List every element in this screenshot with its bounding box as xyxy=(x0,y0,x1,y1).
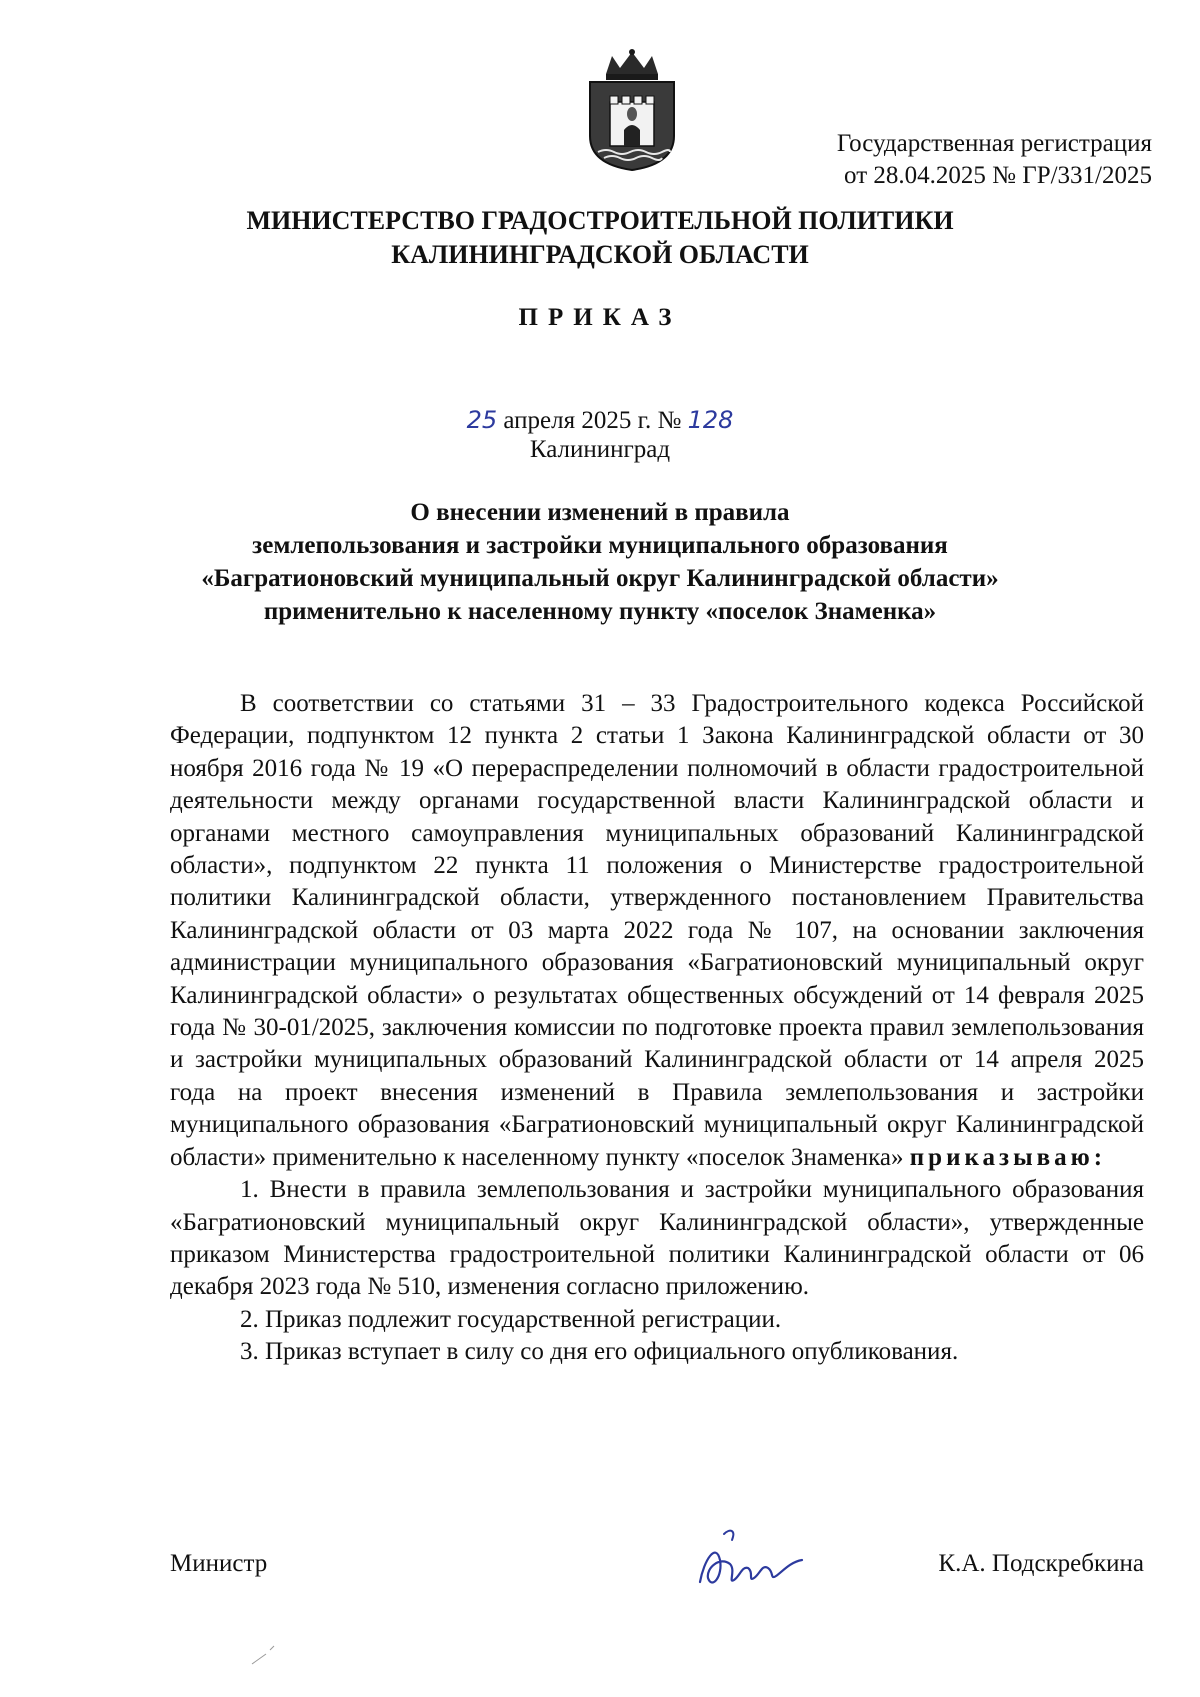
order-body xyxy=(170,688,1144,1369)
preamble-text: В соответствии со статьями 31 – 33 Градостроительного кодекса Российской Федерации, подпунктом 12 пункта 2 статьи 1 Закона Калининградской области от 30 ноября 2016 года № 19 «О перераспределении полномочий в области градостроительной деятельности между органами государственной власти Калининградской области и органами местного самоуправления муниципальных образований Калининградской области», подпунктом 22 пункта 11 положения о Министерстве градостроительной политики Калининградской области, утвержденного постановлением Правительства Калининградской области от 03 марта 2022 года № 107, на основании заключения администрации муниципального образования «Багратионовский муниципальный округ Калининградской области» о результатах общественных обсуждений от 14 февраля 2025 года № 30-01/2025, заключения комиссии по подготовке проекта правил землепользования и застройки муниципальных образований Калининградской области от 14 апреля 2025 года на проект внесения изменений в Правила землепользования и застройки муниципального образования «Багратионовский муниципальный округ Калининградской области» применительно к населенному пункту «поселок Знаменка» xyxy=(170,690,1144,1171)
ministry-name-line-2: КАЛИНИНГРАДСКОЙ ОБЛАСТИ xyxy=(391,240,809,269)
order-city: Калининград xyxy=(529,436,671,463)
order-title xyxy=(150,496,1050,628)
coat-of-arms-icon xyxy=(584,48,680,172)
order-date-text: апреля 2025 г. № xyxy=(497,407,688,434)
scan-artifact-mark xyxy=(248,1640,288,1670)
order-word: приказываю: xyxy=(909,1143,1107,1171)
order-title-line-2: землепользования и застройки муниципального образования xyxy=(252,532,948,559)
order-item-2: 2. Приказ подлежит государственной регистрации. xyxy=(240,1305,782,1333)
ministry-name-line-1: МИНИСТЕРСТВО ГРАДОСТРОИТЕЛЬНОЙ ПОЛИТИКИ xyxy=(246,206,954,235)
registration-stamp xyxy=(837,128,1152,192)
handwritten-signature-icon xyxy=(690,1520,810,1600)
registration-line-1: Государственная регистрация xyxy=(836,130,1152,157)
order-title-line-3: «Багратионовский муниципальный округ Калининградской области» xyxy=(201,565,999,592)
order-title-line-4: применительно к населенному пункту «поселок Знаменка» xyxy=(263,598,937,625)
order-day-handwritten: 25 xyxy=(466,406,498,434)
order-preamble xyxy=(170,688,1144,1174)
order-number-handwritten: 128 xyxy=(687,406,734,434)
order-title-line-1: О внесении изменений в правила xyxy=(410,499,790,526)
order-item-1: 1. Внести в правила землепользования и застройки муниципального образования «Багратионовский муниципальный округ Калининградской области», утвержденные приказом Министерства градостроительной политики Калининградской области от 06 декабря 2023 года № 510, изменения согласно приложению. xyxy=(170,1176,1144,1301)
registration-line-2: от 28.04.2025 № ГР/331/2025 xyxy=(844,162,1152,189)
ministry-name xyxy=(180,204,1020,272)
signatory-position: Министр xyxy=(170,1550,268,1577)
document-type: ПРИКАЗ xyxy=(518,304,682,331)
signature-block xyxy=(170,1548,1144,1588)
order-date-line xyxy=(180,404,1020,437)
order-item-3: 3. Приказ вступает в силу со дня его официального опубликования. xyxy=(240,1338,959,1366)
signatory-name: К.А. Подскребкина xyxy=(938,1550,1144,1577)
